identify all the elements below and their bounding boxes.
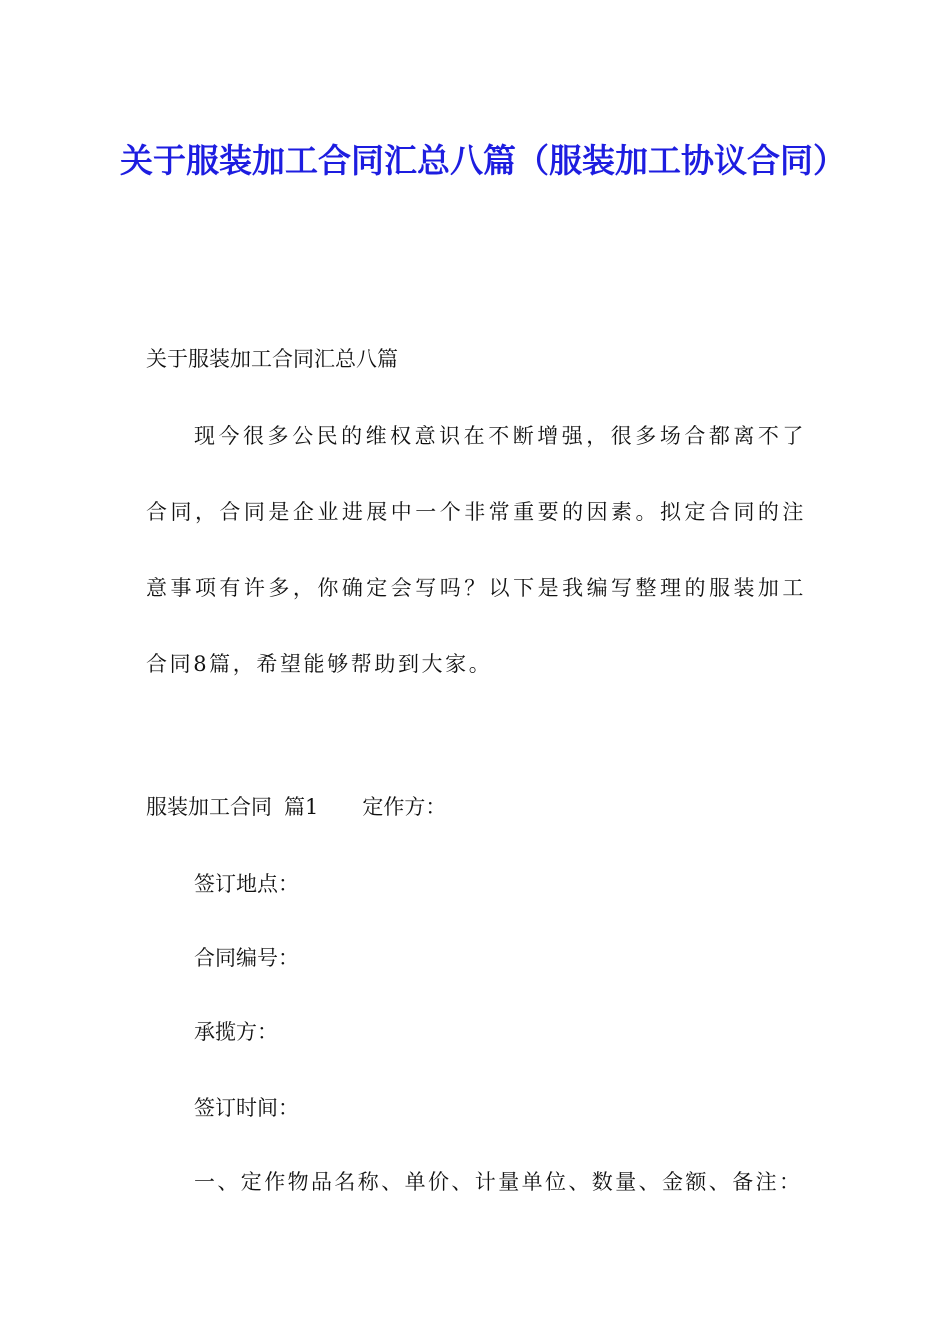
- field-signing-place: 签订地点：: [194, 872, 299, 896]
- section-name: 服装加工合同: [146, 795, 272, 819]
- section-heading: [146, 790, 446, 824]
- field-dingzuofang: 定作方：: [362, 795, 447, 819]
- clause-1: 一、定作物品名称、单价、计量单位、数量、金额、备注：: [194, 1170, 803, 1194]
- section-number: 篇1: [284, 795, 319, 819]
- field-signing-time: 签订时间：: [194, 1096, 299, 1120]
- field-contract-number: 合同编号：: [194, 946, 299, 970]
- field-contractor: 承揽方：: [194, 1020, 278, 1044]
- intro-paragraph: 现今很多公民的维权意识在不断增强，很多场合都离不了合同，合同是企业进展中一个非常重要的因素。拟定合同的注意事项有许多，你确定会写吗？以下是我编写整理的服装加工合同8篇，希望能够帮助到大家。: [146, 424, 806, 676]
- document-subtitle: 关于服装加工合同汇总八篇: [146, 347, 398, 371]
- document-title: 关于服装加工合同汇总八篇（服装加工协议合同）: [120, 141, 846, 180]
